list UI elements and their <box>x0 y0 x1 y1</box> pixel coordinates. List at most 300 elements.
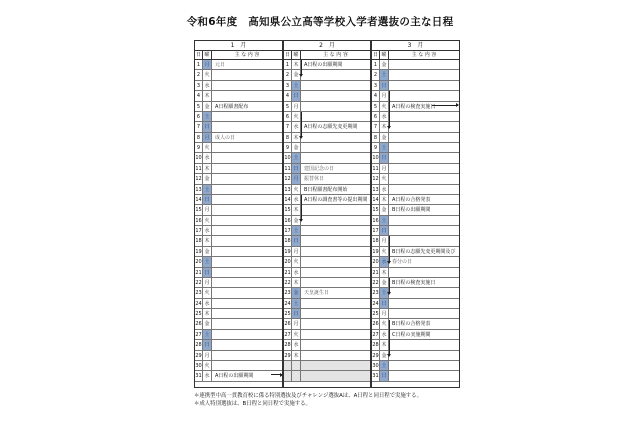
period-arrow <box>389 91 390 128</box>
day-number: 10 <box>195 155 202 162</box>
weekday-label: 土 <box>380 361 389 370</box>
day-number: 23 <box>284 290 291 297</box>
month-table-march <box>371 40 460 388</box>
event-text: 成人の日 <box>215 134 236 141</box>
day-row <box>284 133 370 143</box>
day-row <box>195 330 282 340</box>
period-arrow <box>389 320 390 357</box>
column-header-row <box>372 51 459 60</box>
page-title: 令和6年度 高知県公立高等学校入学者選抜の主な日程 <box>186 16 454 28</box>
day-row <box>195 268 282 278</box>
weekday-column-header: 曜 <box>203 51 212 59</box>
weekday-label <box>292 361 301 370</box>
weekday-label: 火 <box>380 319 389 328</box>
day-number: 30 <box>372 362 379 369</box>
day-row <box>372 174 459 184</box>
weekday-label: 土 <box>292 81 301 90</box>
weekday-label: 木 <box>203 164 212 173</box>
weekday-label: 木 <box>203 309 212 318</box>
event-text <box>301 70 370 79</box>
event-text <box>389 268 459 277</box>
weekday-label: 日 <box>203 268 212 277</box>
day-number: 30 <box>195 362 202 369</box>
day-number: 4 <box>195 91 203 100</box>
weekday-label: 土 <box>380 143 389 152</box>
day-number <box>284 361 292 370</box>
weekday-label: 火 <box>203 361 212 370</box>
day-row <box>284 60 370 70</box>
event-text <box>389 299 459 308</box>
day-row <box>372 60 459 70</box>
weekday-label: 日 <box>203 195 212 204</box>
event-text: B日程の出願期間 <box>392 207 431 214</box>
day-row <box>195 361 282 371</box>
day-column-header: 日 <box>195 52 201 58</box>
weekday-label: 金 <box>292 216 301 225</box>
day-number: 27 <box>195 331 202 338</box>
day-row <box>372 133 459 143</box>
day-rows <box>195 60 282 382</box>
event-text <box>212 309 282 318</box>
day-row <box>195 247 282 257</box>
day-number: 20 <box>372 259 379 266</box>
day-number: 25 <box>284 311 291 317</box>
day-row <box>195 288 282 298</box>
event-text <box>301 216 370 225</box>
day-row <box>195 278 282 288</box>
day-number: 29 <box>284 352 291 359</box>
weekday-label: 月 <box>380 309 389 318</box>
event-text <box>212 319 282 328</box>
day-number: 21 <box>372 269 379 276</box>
day-row <box>195 91 282 101</box>
event-text <box>301 205 370 214</box>
event-text <box>212 288 282 297</box>
day-row <box>284 309 370 319</box>
weekday-label: 日 <box>380 153 389 162</box>
weekday-label: 金 <box>203 102 212 111</box>
empty-row <box>284 361 370 371</box>
weekday-label: 日 <box>292 309 301 318</box>
weekday-label: 日 <box>292 91 301 100</box>
month-table-february <box>283 40 371 388</box>
day-row <box>284 91 370 101</box>
event-text <box>389 164 459 173</box>
day-row <box>372 153 459 163</box>
weekday-label: 土 <box>292 153 301 162</box>
day-row <box>284 247 370 257</box>
weekday-label: 日 <box>380 81 389 90</box>
weekday-label: 火 <box>203 143 212 152</box>
weekday-label: 水 <box>292 340 301 349</box>
day-number: 3 <box>284 81 292 90</box>
day-number: 4 <box>284 91 292 100</box>
day-row <box>284 216 370 226</box>
day-number: 28 <box>195 342 202 349</box>
weekday-label: 木 <box>380 122 389 131</box>
weekday-label: 水 <box>203 299 212 308</box>
event-text: B日程願書配布開始 <box>304 186 348 193</box>
day-number <box>284 371 292 380</box>
day-row <box>284 185 370 195</box>
event-text <box>212 278 282 287</box>
day-row <box>195 205 282 215</box>
day-row <box>195 236 282 246</box>
day-number: 29 <box>195 352 202 359</box>
day-row <box>284 102 370 112</box>
weekday-label: 水 <box>380 112 389 121</box>
day-row <box>372 70 459 80</box>
event-text <box>389 81 459 90</box>
weekday-label: 水 <box>380 330 389 339</box>
weekday-label: 日 <box>203 340 212 349</box>
day-row <box>195 216 282 226</box>
weekday-label: 土 <box>380 288 389 297</box>
weekday-label: 金 <box>203 319 212 328</box>
day-number: 31 <box>372 373 379 380</box>
day-row <box>284 122 370 132</box>
day-number: 24 <box>284 300 291 307</box>
event-text <box>301 143 370 152</box>
weekday-label: 金 <box>380 351 389 360</box>
weekday-label: 木 <box>292 133 301 142</box>
day-number: 1 <box>195 60 203 69</box>
day-row <box>284 164 370 174</box>
weekday-label: 火 <box>292 185 301 194</box>
weekday-label: 火 <box>203 288 212 297</box>
day-number: 18 <box>372 238 379 245</box>
day-row <box>195 122 282 132</box>
day-row <box>284 299 370 309</box>
weekday-label: 火 <box>380 102 389 111</box>
weekday-label: 月 <box>292 102 301 111</box>
event-text <box>389 226 459 235</box>
day-row <box>372 371 459 381</box>
day-row <box>372 340 459 350</box>
day-row <box>284 330 370 340</box>
event-text <box>301 268 370 277</box>
event-text <box>389 309 459 318</box>
event-text: A日程の検査実施日 <box>392 103 436 110</box>
day-row <box>372 330 459 340</box>
day-number: 3 <box>195 81 203 90</box>
day-rows <box>284 60 370 382</box>
event-text <box>212 247 282 256</box>
weekday-label: 火 <box>380 247 389 256</box>
day-row <box>195 195 282 205</box>
day-row <box>284 112 370 122</box>
event-text: A日程願書配布 <box>215 103 249 110</box>
day-row <box>195 185 282 195</box>
event-text <box>301 330 370 339</box>
event-text <box>212 174 282 183</box>
day-number: 22 <box>372 279 379 286</box>
day-number: 16 <box>284 217 291 224</box>
event-text <box>389 340 459 349</box>
weekday-label: 土 <box>203 330 212 339</box>
event-text <box>301 361 370 370</box>
day-row <box>372 361 459 371</box>
day-number: 19 <box>195 248 202 255</box>
day-row <box>195 299 282 309</box>
weekday-label: 木 <box>380 268 389 277</box>
day-number: 5 <box>284 102 292 111</box>
day-row <box>195 102 282 112</box>
day-row <box>195 340 282 350</box>
event-text <box>389 60 459 69</box>
weekday-label: 木 <box>292 60 301 69</box>
day-row <box>284 340 370 350</box>
day-row <box>284 205 370 215</box>
day-number: 20 <box>195 259 202 266</box>
event-text <box>212 299 282 308</box>
day-number: 23 <box>372 290 379 297</box>
day-row <box>372 164 459 174</box>
event-text <box>389 122 459 131</box>
day-number: 13 <box>284 186 291 193</box>
weekday-label: 木 <box>292 205 301 214</box>
day-number: 14 <box>284 196 291 203</box>
day-row <box>372 185 459 195</box>
weekday-label: 日 <box>292 236 301 245</box>
event-text <box>301 371 370 380</box>
day-row <box>284 351 370 361</box>
event-text <box>301 257 370 266</box>
weekday-label: 火 <box>203 70 212 79</box>
event-text <box>212 216 282 225</box>
weekday-column-header: 曜 <box>292 51 301 59</box>
day-number: 26 <box>195 321 202 328</box>
weekday-label: 木 <box>380 340 389 349</box>
weekday-label: 金 <box>203 174 212 183</box>
event-text <box>212 185 282 194</box>
event-text <box>212 112 282 121</box>
day-number: 10 <box>284 155 291 162</box>
day-number: 29 <box>372 352 379 359</box>
content-column-header: 主 な 内 容 <box>411 52 437 58</box>
weekday-label: 日 <box>380 226 389 235</box>
weekday-label: 金 <box>380 205 389 214</box>
weekday-label: 月 <box>203 351 212 360</box>
weekday-label: 木 <box>380 195 389 204</box>
period-arrow <box>389 236 390 262</box>
day-row <box>372 216 459 226</box>
day-row <box>372 319 459 329</box>
day-row <box>195 112 282 122</box>
weekday-label: 土 <box>292 299 301 308</box>
weekday-label: 木 <box>203 91 212 100</box>
event-text <box>212 205 282 214</box>
day-number: 28 <box>284 342 291 349</box>
weekday-label: 火 <box>292 257 301 266</box>
day-row <box>195 143 282 153</box>
day-row <box>372 309 459 319</box>
event-text <box>389 371 459 380</box>
event-text <box>212 81 282 90</box>
empty-row <box>284 371 370 381</box>
day-number: 17 <box>372 228 379 234</box>
event-text <box>301 299 370 308</box>
event-text <box>301 351 370 360</box>
day-number: 28 <box>372 342 379 349</box>
day-row <box>372 257 459 267</box>
weekday-label: 月 <box>292 174 301 183</box>
event-text <box>212 257 282 266</box>
day-rows <box>372 60 459 382</box>
event-text: B日程の検査実施日 <box>392 279 436 286</box>
day-number: 7 <box>195 122 203 131</box>
day-row <box>195 174 282 184</box>
day-number: 18 <box>284 238 291 245</box>
weekday-label: 土 <box>380 70 389 79</box>
day-number: 24 <box>372 300 379 307</box>
weekday-label: 水 <box>203 81 212 90</box>
day-number: 19 <box>372 248 379 255</box>
day-number: 6 <box>284 112 292 121</box>
day-number: 22 <box>195 279 202 286</box>
weekday-label <box>292 371 301 380</box>
day-number: 21 <box>284 269 291 276</box>
day-number: 14 <box>195 196 202 203</box>
day-number: 6 <box>195 112 203 121</box>
event-text <box>212 195 282 204</box>
weekday-label: 金 <box>380 278 389 287</box>
weekday-label: 水 <box>203 371 212 380</box>
event-text <box>212 236 282 245</box>
month-header: 1 月 <box>195 41 282 51</box>
day-number: 7 <box>372 122 380 131</box>
day-row <box>284 288 370 298</box>
weekday-label: 金 <box>292 70 301 79</box>
day-row <box>372 112 459 122</box>
event-text: B日程の合格発表 <box>392 321 431 328</box>
day-row <box>284 143 370 153</box>
day-number: 9 <box>195 143 203 152</box>
day-number: 21 <box>195 269 202 276</box>
day-row <box>195 309 282 319</box>
event-text <box>301 153 370 162</box>
day-number: 12 <box>195 176 202 183</box>
day-row <box>195 371 282 381</box>
weekday-label: 土 <box>380 216 389 225</box>
event-text <box>389 185 459 194</box>
month-header: 3 月 <box>372 41 459 51</box>
event-text <box>301 309 370 318</box>
weekday-label: 火 <box>292 330 301 339</box>
event-text: A日程の合格発表 <box>392 196 431 203</box>
day-row <box>195 351 282 361</box>
weekday-label: 火 <box>292 112 301 121</box>
weekday-label: 土 <box>203 257 212 266</box>
period-arrow <box>432 105 458 106</box>
weekday-label: 水 <box>380 257 389 266</box>
day-row <box>372 102 459 112</box>
day-number: 23 <box>195 290 202 297</box>
day-number: 17 <box>195 228 202 234</box>
event-text <box>212 164 282 173</box>
day-number: 8 <box>195 133 203 142</box>
weekday-label: 日 <box>380 299 389 308</box>
day-number: 27 <box>372 331 379 338</box>
day-number: 25 <box>372 311 379 317</box>
weekday-label: 木 <box>292 351 301 360</box>
day-row <box>284 257 370 267</box>
event-text <box>212 91 282 100</box>
weekday-label: 金 <box>380 60 389 69</box>
day-row <box>372 195 459 205</box>
weekday-label: 月 <box>292 319 301 328</box>
day-column-header: 日 <box>372 52 378 58</box>
event-text: 春分の日 <box>392 259 413 266</box>
event-text <box>301 102 370 111</box>
day-row <box>284 226 370 236</box>
weekday-label: 木 <box>292 278 301 287</box>
day-row <box>372 143 459 153</box>
day-row <box>284 81 370 91</box>
event-text <box>212 330 282 339</box>
day-number: 11 <box>284 165 291 172</box>
event-text <box>212 268 282 277</box>
day-number: 14 <box>372 196 379 203</box>
event-text <box>389 153 459 162</box>
day-row <box>195 60 282 70</box>
day-row <box>195 81 282 91</box>
day-row <box>372 278 459 288</box>
day-row <box>195 164 282 174</box>
event-text <box>301 112 370 121</box>
day-number: 25 <box>195 311 202 317</box>
weekday-label: 日 <box>380 371 389 380</box>
day-number: 20 <box>284 259 291 266</box>
event-text: C日程の実施期間 <box>392 331 431 338</box>
event-text <box>389 288 459 297</box>
weekday-label: 火 <box>203 216 212 225</box>
weekday-label: 月 <box>380 236 389 245</box>
weekday-label: 水 <box>380 185 389 194</box>
day-number: 16 <box>195 217 202 224</box>
weekday-label: 水 <box>292 195 301 204</box>
day-row <box>372 205 459 215</box>
event-text <box>301 319 370 328</box>
event-text <box>389 91 459 100</box>
day-number: 12 <box>372 176 379 183</box>
event-text <box>212 361 282 370</box>
day-row <box>284 195 370 205</box>
weekday-label: 土 <box>203 185 212 194</box>
event-text <box>301 81 370 90</box>
event-text <box>301 91 370 100</box>
day-row <box>372 299 459 309</box>
day-row <box>372 81 459 91</box>
day-row <box>372 351 459 361</box>
day-number: 5 <box>372 102 380 111</box>
weekday-label: 水 <box>292 122 301 131</box>
event-text <box>212 226 282 235</box>
day-number: 8 <box>284 133 292 142</box>
day-row <box>372 226 459 236</box>
weekday-label: 月 <box>380 91 389 100</box>
event-text <box>212 143 282 152</box>
event-text <box>301 247 370 256</box>
day-number: 13 <box>195 186 202 193</box>
event-text: B日程の志願先変更期間及び <box>392 248 456 255</box>
weekday-label: 金 <box>292 288 301 297</box>
day-row <box>372 268 459 278</box>
day-row <box>372 247 459 257</box>
event-text: A日程の出願期間 <box>215 373 254 380</box>
day-row <box>284 319 370 329</box>
day-number: 7 <box>284 122 292 131</box>
